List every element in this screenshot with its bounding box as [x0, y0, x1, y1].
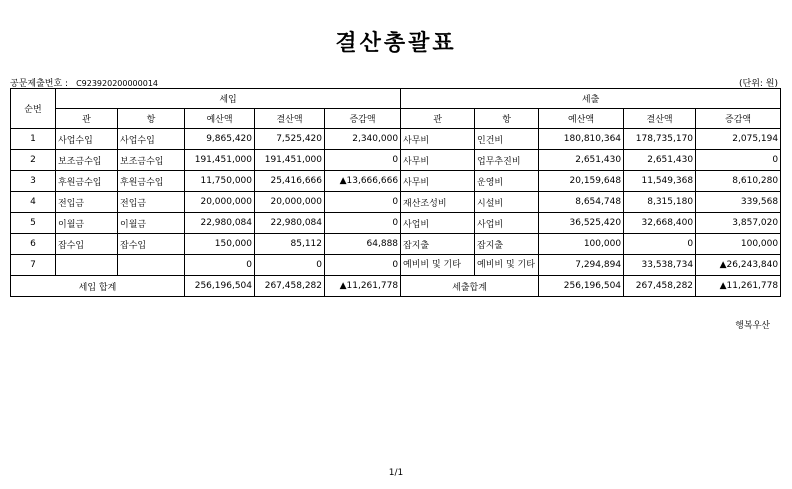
expense-diff: 339,568: [696, 192, 781, 213]
header-income: 세입: [56, 89, 401, 109]
income-gwan: 후원금수입: [56, 171, 118, 192]
income-hang: 후원금수입: [118, 171, 185, 192]
income-gwan: 보조금수입: [56, 150, 118, 171]
expense-total-budget: 256,196,504: [539, 276, 624, 297]
expense-budget: 36,525,420: [539, 213, 624, 234]
header-seq: 순번: [11, 89, 56, 129]
income-diff: ▲13,666,666: [325, 171, 401, 192]
expense-settle: 11,549,368: [624, 171, 696, 192]
header-income-hang: 항: [118, 109, 185, 129]
expense-hang: 시설비: [475, 192, 539, 213]
income-diff: 0: [325, 150, 401, 171]
expense-budget: 100,000: [539, 234, 624, 255]
row-seq: 1: [11, 129, 56, 150]
income-hang: 사업수입: [118, 129, 185, 150]
income-settle: 7,525,420: [255, 129, 325, 150]
income-total-budget: 256,196,504: [185, 276, 255, 297]
expense-settle: 178,735,170: [624, 129, 696, 150]
table-row: [11, 255, 781, 276]
income-total-label: 세입 합계: [11, 276, 185, 297]
expense-hang: 운영비: [475, 171, 539, 192]
table-row: [11, 129, 781, 150]
expense-diff: 8,610,280: [696, 171, 781, 192]
income-diff: 0: [325, 255, 401, 276]
income-settle: 191,451,000: [255, 150, 325, 171]
income-gwan: 사업수입: [56, 129, 118, 150]
table-row: [11, 171, 781, 192]
header-income-diff: 증감액: [325, 109, 401, 129]
expense-gwan: 잡지출: [401, 234, 475, 255]
header-income-settle: 결산액: [255, 109, 325, 129]
income-settle: 85,112: [255, 234, 325, 255]
income-budget: 20,000,000: [185, 192, 255, 213]
expense-diff: 3,857,020: [696, 213, 781, 234]
income-budget: 22,980,084: [185, 213, 255, 234]
header-expense-diff: 증감액: [696, 109, 781, 129]
expense-total-label: 세출합계: [401, 276, 539, 297]
income-diff: 0: [325, 213, 401, 234]
row-seq: 6: [11, 234, 56, 255]
doc-number-label: 공문제출번호 :: [10, 79, 69, 89]
expense-budget: 8,654,748: [539, 192, 624, 213]
expense-gwan: 사무비: [401, 150, 475, 171]
expense-settle: 33,538,734: [624, 255, 696, 276]
header-expense-gwan: 관: [401, 109, 475, 129]
expense-settle: 0: [624, 234, 696, 255]
expense-settle: 32,668,400: [624, 213, 696, 234]
income-settle: 0: [255, 255, 325, 276]
income-diff: 2,340,000: [325, 129, 401, 150]
income-gwan: 이월금: [56, 213, 118, 234]
expense-budget: 20,159,648: [539, 171, 624, 192]
row-seq: 7: [11, 255, 56, 276]
table-row: [11, 150, 781, 171]
expense-diff: 2,075,194: [696, 129, 781, 150]
row-seq: 4: [11, 192, 56, 213]
income-hang: 전입금: [118, 192, 185, 213]
income-settle: 22,980,084: [255, 213, 325, 234]
expense-settle: 2,651,430: [624, 150, 696, 171]
expense-hang: 업무추진비: [475, 150, 539, 171]
income-total-settle: 267,458,282: [255, 276, 325, 297]
income-budget: 11,750,000: [185, 171, 255, 192]
header-expense-settle: 결산액: [624, 109, 696, 129]
unit-label: (단위: 원): [739, 79, 778, 89]
expense-hang: 잡지출: [475, 234, 539, 255]
expense-diff: 100,000: [696, 234, 781, 255]
table-row: [11, 192, 781, 213]
page-number: 1/1: [388, 468, 404, 478]
expense-gwan: 재산조성비: [401, 192, 475, 213]
table-row: [11, 213, 781, 234]
income-budget: 9,865,420: [185, 129, 255, 150]
expense-budget: 2,651,430: [539, 150, 624, 171]
expense-hang: 예비비 및 기타: [475, 255, 539, 276]
expense-hang: 사업비: [475, 213, 539, 234]
header-income-budget: 예산액: [185, 109, 255, 129]
income-diff: 0: [325, 192, 401, 213]
expense-gwan: 사업비: [401, 213, 475, 234]
totals-row: [11, 276, 781, 297]
income-hang: 잡수입: [118, 234, 185, 255]
income-hang: [118, 255, 185, 276]
row-seq: 5: [11, 213, 56, 234]
expense-total-diff: ▲11,261,778: [696, 276, 781, 297]
income-budget: 0: [185, 255, 255, 276]
expense-diff: 0: [696, 150, 781, 171]
expense-budget: 7,294,894: [539, 255, 624, 276]
organization-name: 행복우산: [735, 321, 770, 331]
expense-budget: 180,810,364: [539, 129, 624, 150]
row-seq: 2: [11, 150, 56, 171]
income-total-diff: ▲11,261,778: [325, 276, 401, 297]
expense-settle: 8,315,180: [624, 192, 696, 213]
income-hang: 보조금수입: [118, 150, 185, 171]
income-settle: 20,000,000: [255, 192, 325, 213]
header-expense-budget: 예산액: [539, 109, 624, 129]
expense-diff: ▲26,243,840: [696, 255, 781, 276]
income-budget: 191,451,000: [185, 150, 255, 171]
row-seq: 3: [11, 171, 56, 192]
header-expense-hang: 항: [475, 109, 539, 129]
settlement-table: [10, 88, 781, 297]
doc-number-value: C923920200000014: [76, 79, 158, 88]
income-gwan: [56, 255, 118, 276]
expense-gwan: 사무비: [401, 129, 475, 150]
expense-gwan: 사무비: [401, 171, 475, 192]
income-gwan: 전입금: [56, 192, 118, 213]
expense-hang: 인건비: [475, 129, 539, 150]
table-row: [11, 234, 781, 255]
header-income-gwan: 관: [56, 109, 118, 129]
expense-total-settle: 267,458,282: [624, 276, 696, 297]
income-hang: 이월금: [118, 213, 185, 234]
income-diff: 64,888: [325, 234, 401, 255]
income-settle: 25,416,666: [255, 171, 325, 192]
header-expense: 세출: [401, 89, 781, 109]
expense-gwan: 예비비 및 기타: [401, 255, 475, 276]
page-title: 결산총괄표: [335, 31, 457, 56]
income-gwan: 잡수입: [56, 234, 118, 255]
income-budget: 150,000: [185, 234, 255, 255]
